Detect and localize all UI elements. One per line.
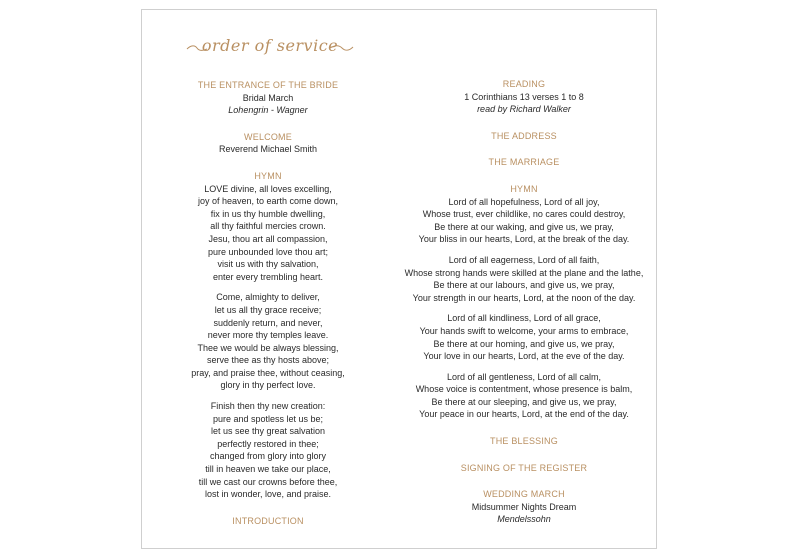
hymn-line: Your bliss in our hearts, Lord, at the break of the day. [418, 234, 630, 245]
hymn-line: Be there at our labours, and give us, we pray, [433, 280, 615, 291]
entrance-composer: Lohengrin - Wagner [228, 105, 308, 116]
hymn-line: Your love in our hearts, Lord, at the eve of the day. [423, 351, 625, 362]
entrance-piece: Bridal March [242, 92, 294, 103]
hymn-line: Thee we would be always blessing, [197, 342, 339, 353]
hymn-line: pure and spotless let us be; [212, 413, 324, 424]
register-section [404, 462, 644, 475]
reading-passage: 1 Corinthians 13 verses 1 to 8 [464, 91, 584, 102]
hymn-line: serve thee as thy hosts above; [206, 355, 330, 366]
hymn-line: Lord of all eagerness, Lord of all faith, [448, 254, 600, 265]
hymn-stanza [404, 371, 644, 421]
hymn-line: glory in thy perfect love. [220, 380, 316, 391]
page-title: order of service [201, 36, 339, 55]
reading-reader: read by Richard Walker [477, 104, 571, 115]
hymn-line: Jesu, thou art all compassion, [208, 233, 328, 244]
hymn-line: Whose voice is contentment, whose presence is balm, [415, 384, 633, 395]
hymn-line: joy of heaven, to earth come down, [197, 196, 339, 207]
address-section [404, 130, 644, 143]
hymn-line: Be there at our homing, and give us, we pray, [433, 338, 615, 349]
hymn-stanza [404, 254, 644, 304]
register-heading: SIGNING OF THE REGISTER [460, 462, 588, 473]
hymn-stanza [404, 312, 644, 362]
hymn-line: Your peace in our hearts, Lord, at the end of the day. [419, 409, 629, 420]
hymn-stanza [190, 400, 346, 501]
right-column [404, 78, 644, 540]
marriage-heading: THE MARRIAGE [488, 157, 560, 168]
hymn-line: LOVE divine, all loves excelling, [204, 183, 332, 194]
address-heading: THE ADDRESS [491, 130, 557, 141]
hymn-stanza [190, 183, 346, 284]
wedding-march-heading: WEDDING MARCH [483, 489, 565, 500]
hymn-line: suddenly return, and never, [213, 317, 323, 328]
hymn-line: Lord of all hopefulness, Lord of all joy, [448, 196, 600, 207]
hymn-line: Your strength in our hearts, Lord, at the noon of the day. [412, 292, 636, 303]
wedding-march-section [404, 488, 644, 526]
hymn-line: till we cast our crowns before thee, [198, 476, 338, 487]
entrance-heading: THE ENTRANCE OF THE BRIDE [197, 80, 339, 90]
hymn-line: Be there at our sleeping, and give us, we pray, [431, 396, 617, 407]
blessing-heading: THE BLESSING [490, 436, 558, 447]
hymn-line: fix in us thy humble dwelling, [210, 208, 326, 219]
left-hymn-heading: HYMN [254, 170, 282, 181]
entrance-section [190, 79, 346, 117]
hymn-line: Whose strong hands were skilled at the plane and the lathe, [404, 267, 644, 278]
welcome-heading: WELCOME [244, 131, 292, 142]
marriage-section [404, 156, 644, 169]
hymn-line: let us see thy great salvation [210, 426, 326, 437]
welcome-speaker: Reverend Michael Smith [218, 144, 318, 155]
right-hymn-heading: HYMN [510, 183, 538, 194]
hymn-line: lost in wonder, love, and praise. [204, 489, 332, 500]
hymn-line: pure unbounded love thou art; [207, 246, 329, 257]
hymn-line: never more thy temples leave. [207, 330, 329, 341]
hymn-line: Your hands swift to welcome, your arms to embrace, [419, 325, 629, 336]
welcome-section [190, 131, 346, 156]
wedding-march-composer: Mendelssohn [497, 514, 551, 525]
hymn-line: Whose trust, ever childlike, no cares could destroy, [422, 209, 626, 220]
reading-section [404, 78, 644, 116]
introduction-section [190, 515, 346, 528]
hymn-line: perfectly restored in thee; [217, 438, 319, 449]
hymn-line: Finish then thy new creation: [210, 401, 326, 412]
hymn-line: Lord of all gentleness, Lord of all calm, [446, 371, 602, 382]
right-hymn-section [404, 183, 644, 421]
introduction-heading: INTRODUCTION [232, 515, 304, 526]
hymn-line: let us all thy grace receive; [214, 304, 322, 315]
hymn-line: till in heaven we take our place, [205, 464, 331, 475]
hymn-line: Lord of all kindliness, Lord of all grace, [447, 313, 601, 324]
blessing-section [404, 435, 644, 448]
hymn-line: all thy faithful mercies crown. [210, 221, 326, 232]
reading-heading: READING [502, 79, 546, 89]
wedding-march-piece: Midsummer Nights Dream [471, 501, 577, 512]
left-hymn-section [190, 170, 346, 501]
hymn-line: Come, almighty to deliver, [216, 292, 320, 303]
left-column [190, 79, 346, 541]
hymn-line: visit us with thy salvation, [217, 259, 319, 270]
hymn-line: Be there at our waking, and give us, we pray, [434, 221, 614, 232]
hymn-line: enter every trembling heart. [212, 271, 324, 282]
hymn-line: pray, and praise thee, without ceasing, [191, 367, 345, 378]
hymn-line: changed from glory into glory [209, 451, 327, 462]
hymn-stanza [190, 291, 346, 392]
hymn-stanza [404, 196, 644, 246]
order-of-service-header [185, 34, 355, 64]
